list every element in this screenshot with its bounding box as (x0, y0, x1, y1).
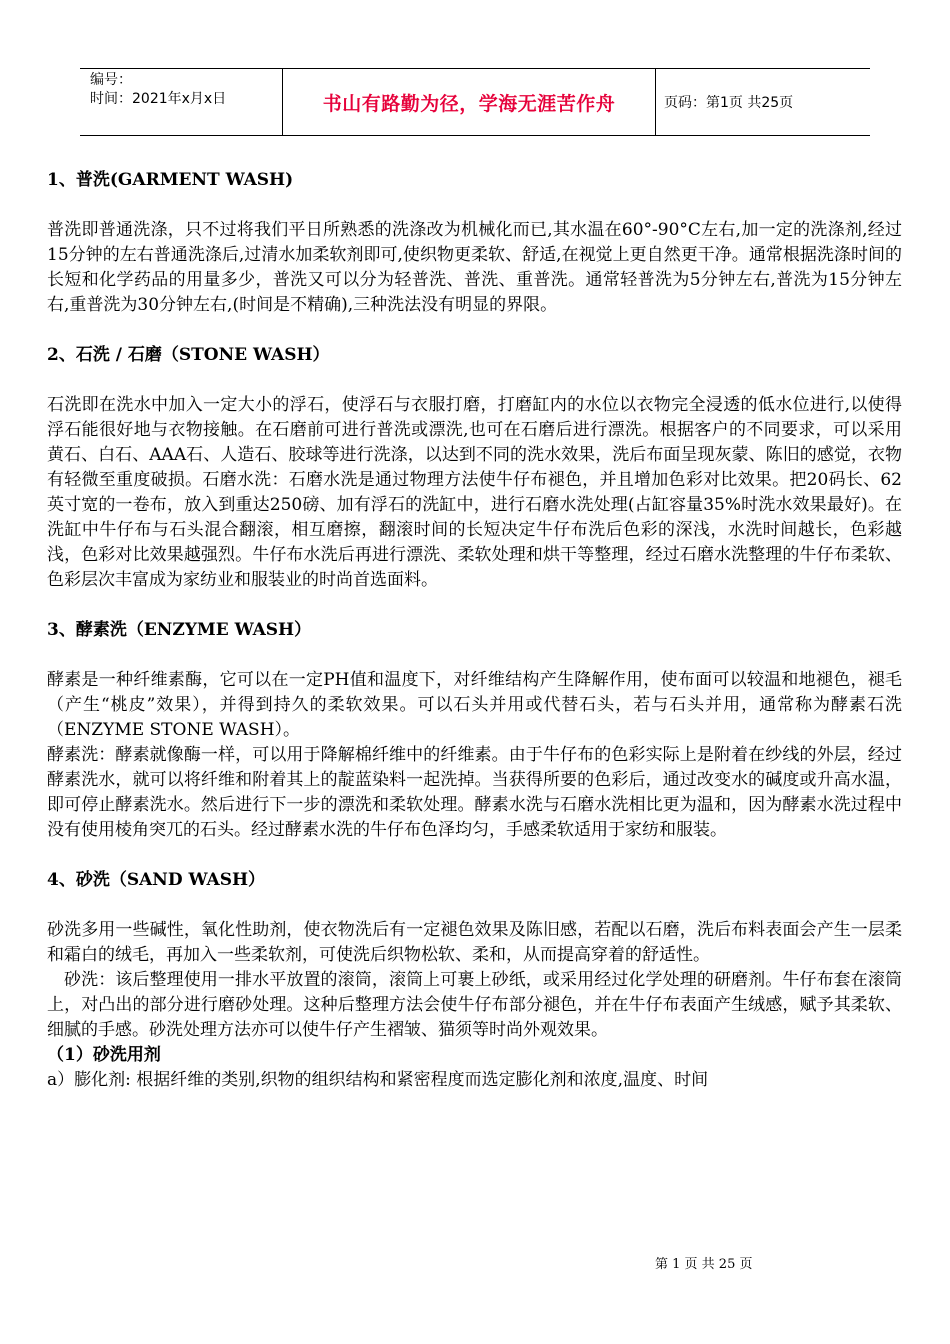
paragraph: 石洗即在洗水中加入一定大小的浮石，使浮石与衣服打磨，打磨缸内的水位以衣物完全浸透的低水位进行,以使得浮石能很好地与衣物接触。在石磨前可进行普洗或漂洗,也可在石磨后进行漂洗。根据客户的不同要求，可以采用黄石、白石、AAA石、人造石、胶球等进行洗涤，以达到不同的洗水效果，洗后布面呈现灰蒙、陈旧的感觉，衣物有轻微至重度破损。石磨水洗：石磨水洗是通过物理方法使牛仔布褪色，并且增加色彩对比效果。把20码长、62英寸宽的一卷布，放入到重达250磅、加有浮石的洗缸中，进行石磨水洗处理(占缸容量35%时洗水效果最好)。在洗缸中牛仔布与石头混合翻滚，相互磨擦，翻滚时间的长短决定牛仔布洗后色彩的深浅，水洗时间越长，色彩越浅，色彩对比效果越强烈。牛仔布水洗后再进行漂洗、柔软处理和烘干等整理，经过石磨水洗整理的牛仔布柔软、色彩层次丰富成为家纺业和服装业的时尚首选面料。 (47, 395, 902, 590)
section-heading-1: 1、普洗(GARMENT WASH) (47, 170, 294, 190)
header-page-info: 页码：第1页 共25页 (664, 95, 794, 111)
list-item: a）膨化剂: 根据纤维的类别,织物的组织结构和紧密程度而选定膨化剂和浓度,温度、时间 (47, 1070, 709, 1090)
document-body (47, 168, 902, 1093)
paragraph: 砂洗：该后整理使用一排水平放置的滚筒，滚筒上可裹上砂纸，或采用经过化学处理的研磨剂。牛仔布套在滚筒上，对凸出的部分进行磨砂处理。这种后整理方法会使牛仔布部分褪色，并在牛仔布表面产生绒感，赋予其柔软、细腻的手感。砂洗处理方法亦可以使牛仔产生褶皱、猫须等时尚外观效果。 (47, 970, 902, 1040)
footer-page-number: 第 1 页 共 25 页 (655, 1257, 753, 1272)
header-motto: 书山有路勤为径，学海无涯苦作舟 (283, 69, 656, 135)
time-label: 时间：2021年x月x日 (90, 91, 227, 107)
section-heading-4: 4、砂洗（SAND WASH） (47, 870, 266, 890)
number-label: 编号： (90, 72, 132, 88)
section-heading-2: 2、石洗 / 石磨（STONE WASH） (47, 345, 330, 365)
paragraph: 酵素洗：酵素就像酶一样，可以用于降解棉纤维中的纤维素。由于牛仔布的色彩实际上是附着在纱线的外层，经过酵素洗水，就可以将纤维和附着其上的靛蓝染料一起洗掉。当获得所要的色彩后，通过改变水的碱度或升高水温，即可停止酵素洗水。然后进行下一步的漂洗和柔软处理。酵素水洗与石磨水洗相比更为温和，因为酵素水洗过程中没有使用棱角突兀的石头。经过酵素水洗的牛仔布色泽均匀，手感柔软适用于家纺和服装。 (47, 745, 902, 840)
header-table (80, 68, 870, 136)
sub-heading: （1）砂洗用剂 (47, 1045, 161, 1065)
section-heading-3: 3、酵素洗（ENZYME WASH） (47, 620, 312, 640)
header-meta (80, 69, 283, 135)
paragraph: 酵素是一种纤维素酶，它可以在一定PH值和温度下，对纤维结构产生降解作用，使布面可以较温和地褪色，褪毛（产生“桃皮”效果），并得到持久的柔软效果。可以石头并用或代替石头，若与石头并用，通常称为酵素石洗（ENZYME STONE WASH）。 (47, 670, 902, 740)
paragraph: 普洗即普通洗涤，只不过将我们平日所熟悉的洗涤改为机械化而已,其水温在60°-90°C左右,加一定的洗涤剂,经过15分钟的左右普通洗涤后,过清水加柔软剂即可,使织物更柔软、舒适,在视觉上更自然更干净。通常根据洗涤时间的长短和化学药品的用量多少，普洗又可以分为轻普洗、普洗、重普洗。通常轻普洗为5分钟左右,普洗为15分钟左右,重普洗为30分钟左右,(时间是不精确),三种洗法没有明显的界限。 (47, 220, 902, 315)
paragraph: 砂洗多用一些碱性，氧化性助剂，使衣物洗后有一定褪色效果及陈旧感，若配以石磨，洗后布料表面会产生一层柔和霜白的绒毛，再加入一些柔软剂，可使洗后织物松软、柔和，从而提高穿着的舒适性。 (47, 920, 902, 965)
